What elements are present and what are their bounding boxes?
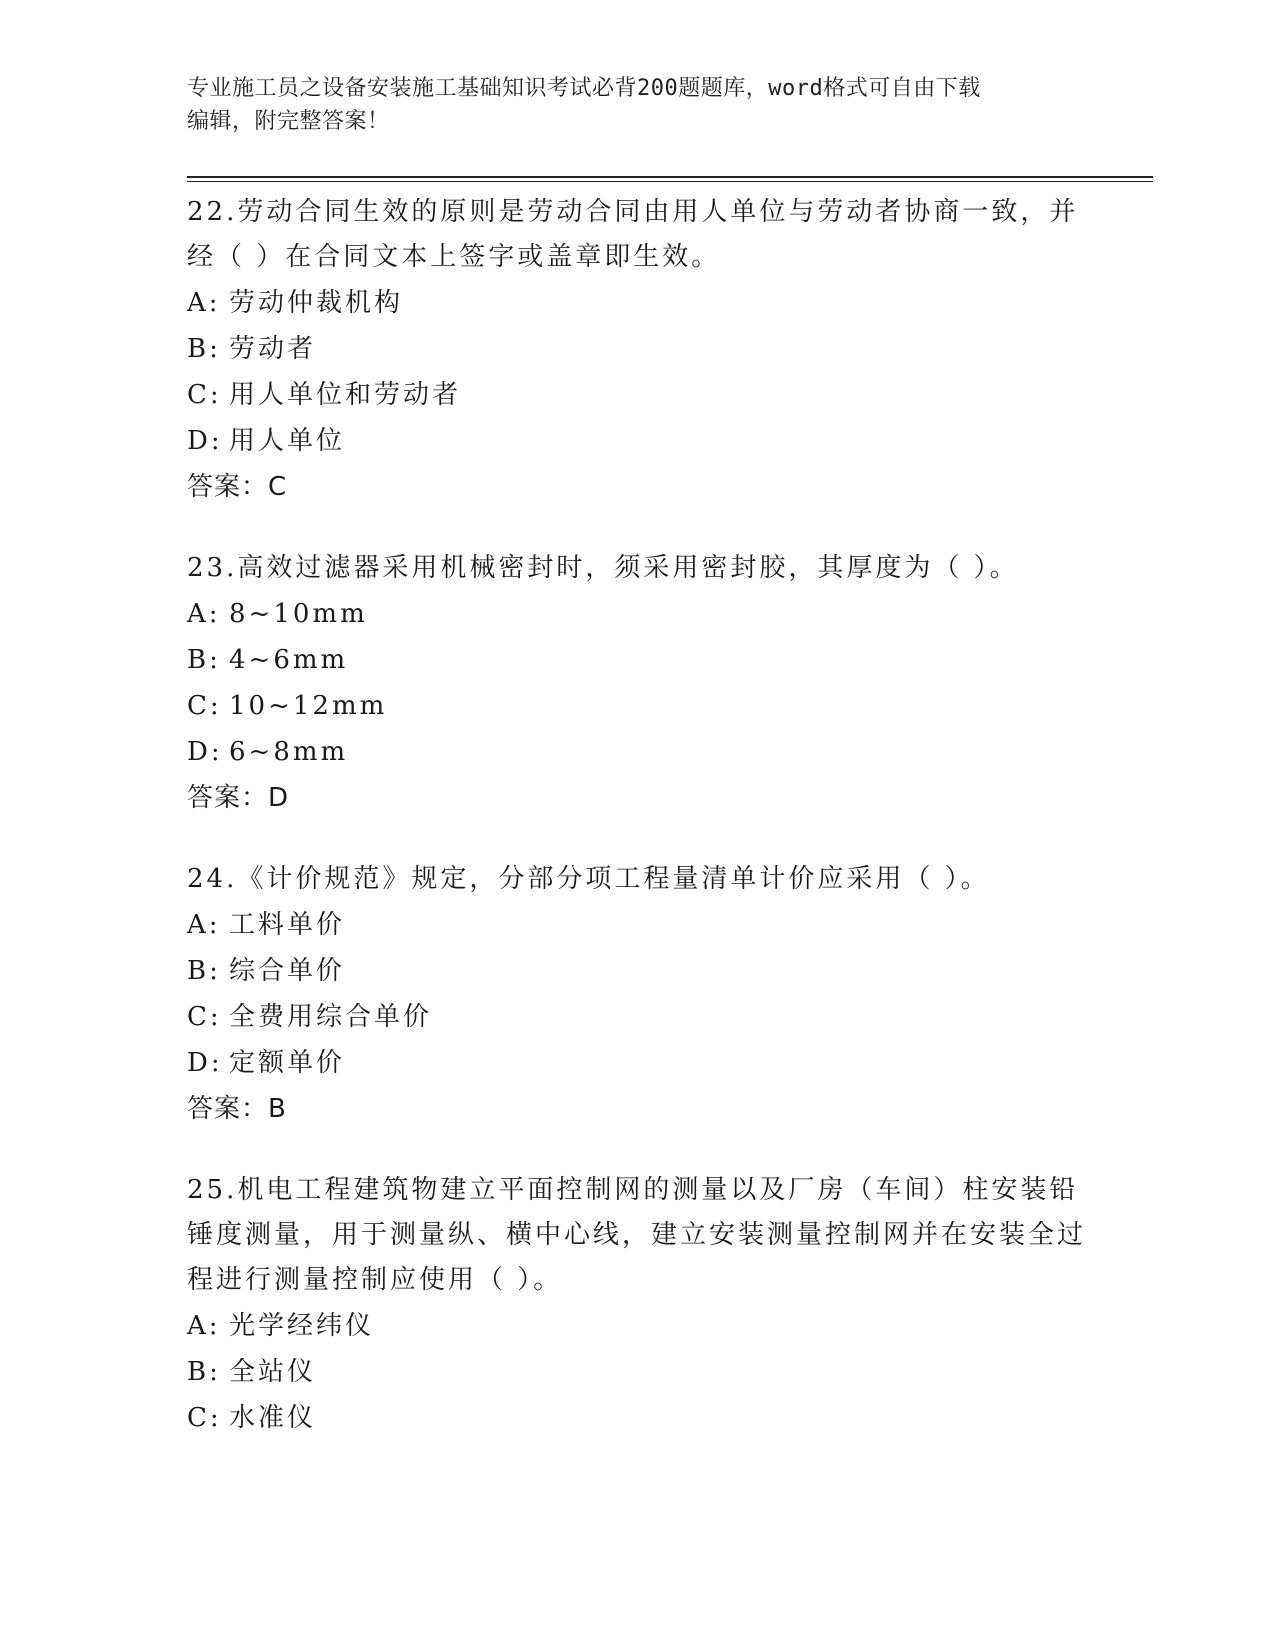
answer-line: 答案：B [187, 1094, 287, 1124]
question-item [187, 546, 1087, 821]
option-d [187, 1040, 1087, 1086]
option-c [187, 372, 1087, 418]
answer-line: 答案：C [187, 472, 288, 502]
question-text: 25.机电工程建筑物建立平面控制网的测量以及厂房（车间）柱安装铅锤度测量，用于测量纵、横中心线，建立安装测量控制网并在安装全过程进行测量控制应使用（ ）。 [187, 1175, 1087, 1295]
option-c [187, 1395, 1087, 1441]
option-c [187, 683, 1087, 729]
option-text: 水准仪 [229, 1403, 317, 1433]
option-text: 8~10mm [229, 599, 368, 629]
option-a [187, 591, 1087, 637]
option-d [187, 729, 1087, 775]
option-b [187, 1349, 1087, 1395]
option-letter: C: [187, 1403, 222, 1433]
option-text: 定额单价 [229, 1048, 346, 1078]
option-a [187, 902, 1087, 948]
question-item [187, 190, 1087, 510]
option-text: 4~6mm [229, 645, 349, 675]
option-letter: C: [187, 1002, 222, 1032]
option-text: 10~12mm [229, 691, 388, 721]
answer-line: 答案：D [187, 783, 290, 813]
option-text: 用人单位 [229, 426, 346, 456]
option-letter: C: [187, 380, 222, 410]
option-letter: A: [187, 599, 221, 629]
option-letter: A: [187, 288, 221, 318]
header-divider [187, 176, 1153, 178]
question-item [187, 1168, 1087, 1441]
option-text: 光学经纬仪 [229, 1311, 375, 1341]
option-d [187, 418, 1087, 464]
option-letter: B: [187, 334, 221, 364]
option-a [187, 1303, 1087, 1349]
option-b [187, 326, 1087, 372]
question-text: 22.劳动合同生效的原则是劳动合同由用人单位与劳动者协商一致，并经（ ）在合同文本上签字或盖章即生效。 [187, 197, 1079, 272]
option-letter: C: [187, 691, 222, 721]
option-letter: A: [187, 910, 221, 940]
question-list [187, 190, 1087, 1477]
option-text: 全站仪 [229, 1357, 317, 1387]
option-text: 劳动者 [229, 334, 317, 364]
option-text: 6~8mm [229, 737, 349, 767]
option-text: 全费用综合单价 [229, 1002, 433, 1032]
option-a [187, 280, 1087, 326]
header-divider-thin [187, 181, 1153, 182]
option-letter: B: [187, 956, 221, 986]
header-line-1: 专业施工员之设备安装施工基础知识考试必背200题题库，word格式可自由下载 [187, 76, 981, 101]
option-text: 用人单位和劳动者 [229, 380, 462, 410]
question-item [187, 857, 1087, 1132]
option-letter: B: [187, 1357, 221, 1387]
question-text: 23.高效过滤器采用机械密封时，须采用密封胶，其厚度为（ ）。 [187, 553, 1019, 583]
option-b [187, 948, 1087, 994]
option-letter: B: [187, 645, 221, 675]
question-text: 24.《计价规范》规定，分部分项工程量清单计价应采用（ ）。 [187, 864, 990, 894]
header-line-2: 编辑，附完整答案！ [187, 109, 390, 134]
option-letter: A: [187, 1311, 221, 1341]
document-header [187, 72, 1087, 138]
option-text: 劳动仲裁机构 [229, 288, 404, 318]
option-b [187, 637, 1087, 683]
option-c [187, 994, 1087, 1040]
option-letter: D: [187, 737, 223, 767]
option-text: 工料单价 [229, 910, 346, 940]
option-letter: D: [187, 1048, 223, 1078]
option-text: 综合单价 [229, 956, 346, 986]
option-letter: D: [187, 426, 223, 456]
